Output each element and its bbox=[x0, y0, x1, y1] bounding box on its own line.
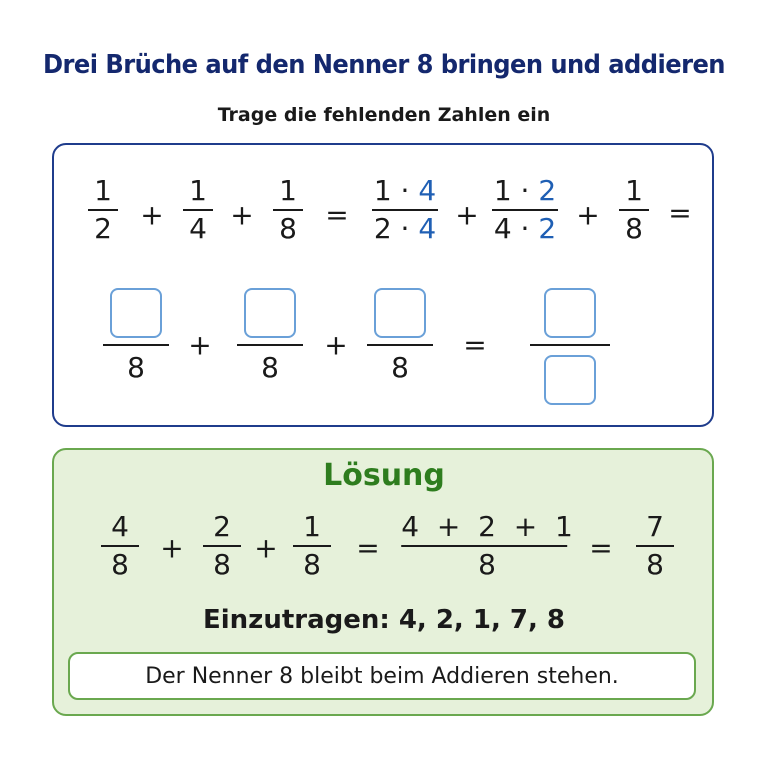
denominator-input-box[interactable] bbox=[544, 355, 596, 405]
denominator: 2 bbox=[94, 212, 112, 245]
denominator: 8 bbox=[646, 548, 664, 581]
fraction-one-eighth bbox=[619, 176, 649, 244]
numerator-input-box[interactable] bbox=[544, 288, 596, 338]
numerator: 1 bbox=[625, 174, 643, 207]
numerator: 1 bbox=[94, 174, 112, 207]
equals-sign: = bbox=[668, 196, 692, 230]
fraction-bar bbox=[401, 545, 567, 547]
fraction-bar bbox=[372, 209, 438, 211]
numerator-base: 1 · bbox=[373, 174, 419, 207]
numerator-input-box[interactable] bbox=[110, 288, 162, 338]
solution-title: Lösung bbox=[323, 458, 445, 493]
denominator: 8 bbox=[625, 212, 643, 245]
answer-fraction-2 bbox=[237, 288, 303, 383]
solution-result-fraction bbox=[636, 512, 674, 580]
expansion-factor: 4 bbox=[418, 212, 437, 245]
hint-box bbox=[68, 652, 696, 700]
denominator: 8 bbox=[391, 351, 409, 384]
fraction-one-half bbox=[88, 176, 118, 244]
fraction-one-eighth bbox=[273, 176, 303, 244]
denominator bbox=[374, 214, 436, 244]
expanded-fraction-quarter bbox=[492, 176, 558, 244]
solution-fraction-3 bbox=[293, 512, 331, 580]
answer-fraction-3 bbox=[367, 288, 433, 383]
solution-fraction-2 bbox=[203, 512, 241, 580]
numerator: 2 bbox=[213, 510, 231, 543]
plus-sign: + bbox=[324, 328, 348, 362]
denominator bbox=[494, 214, 556, 244]
plus-sign: + bbox=[254, 531, 278, 565]
numerator: 1 bbox=[189, 174, 207, 207]
plus-sign: + bbox=[230, 198, 254, 232]
equals-sign: = bbox=[589, 531, 613, 565]
denominator: 8 bbox=[303, 548, 321, 581]
fraction-bar bbox=[101, 545, 139, 547]
denominator-base: 4 · bbox=[493, 212, 539, 245]
numerator bbox=[374, 176, 436, 206]
denominator: 8 bbox=[213, 548, 231, 581]
solution-fraction-1 bbox=[101, 512, 139, 580]
expansion-factor: 4 bbox=[418, 174, 437, 207]
plus-sign: + bbox=[160, 531, 184, 565]
equals-sign: = bbox=[356, 531, 380, 565]
fraction-bar bbox=[237, 344, 303, 346]
plus-sign: + bbox=[576, 198, 600, 232]
numerator: 4 bbox=[111, 510, 129, 543]
denominator: 8 bbox=[127, 351, 145, 384]
answer-summary: Einzutragen: 4, 2, 1, 7, 8 bbox=[203, 605, 565, 635]
fraction-bar bbox=[530, 344, 610, 346]
numerator: 7 bbox=[646, 510, 664, 543]
hint-text: Der Nenner 8 bleibt beim Addieren stehen. bbox=[145, 663, 619, 689]
denominator: 4 bbox=[189, 212, 207, 245]
denominator: 8 bbox=[478, 548, 496, 581]
fraction-bar bbox=[183, 209, 213, 211]
fraction-bar bbox=[492, 209, 558, 211]
fraction-bar bbox=[636, 545, 674, 547]
fraction-bar bbox=[273, 209, 303, 211]
numerator-base: 1 · bbox=[493, 174, 539, 207]
fraction-bar bbox=[293, 545, 331, 547]
solution-sum-fraction bbox=[401, 512, 573, 580]
equals-sign: = bbox=[325, 198, 349, 232]
instruction-text: Trage die fehlenden Zahlen ein bbox=[217, 104, 551, 126]
page-title: Drei Brüche auf den Nenner 8 bringen und addieren bbox=[43, 50, 725, 80]
expansion-factor: 2 bbox=[538, 174, 557, 207]
answer-fraction-1 bbox=[103, 288, 169, 383]
fraction-bar bbox=[103, 344, 169, 346]
fraction-bar bbox=[619, 209, 649, 211]
numerator-sum: 4 + 2 + 1 bbox=[401, 510, 573, 543]
plus-sign: + bbox=[188, 328, 212, 362]
answer-fraction-result bbox=[530, 288, 610, 405]
numerator bbox=[494, 176, 556, 206]
numerator: 1 bbox=[303, 510, 321, 543]
denominator: 8 bbox=[279, 212, 297, 245]
equals-sign: = bbox=[463, 328, 487, 362]
fraction-bar bbox=[203, 545, 241, 547]
fraction-bar bbox=[367, 344, 433, 346]
plus-sign: + bbox=[140, 198, 164, 232]
numerator: 1 bbox=[279, 174, 297, 207]
numerator-input-box[interactable] bbox=[244, 288, 296, 338]
denominator: 8 bbox=[261, 351, 279, 384]
plus-sign: + bbox=[455, 198, 479, 232]
expansion-factor: 2 bbox=[538, 212, 557, 245]
denominator: 8 bbox=[111, 548, 129, 581]
denominator-base: 2 · bbox=[373, 212, 419, 245]
numerator-input-box[interactable] bbox=[374, 288, 426, 338]
fraction-one-quarter bbox=[183, 176, 213, 244]
fraction-bar bbox=[88, 209, 118, 211]
expanded-fraction-half bbox=[372, 176, 438, 244]
